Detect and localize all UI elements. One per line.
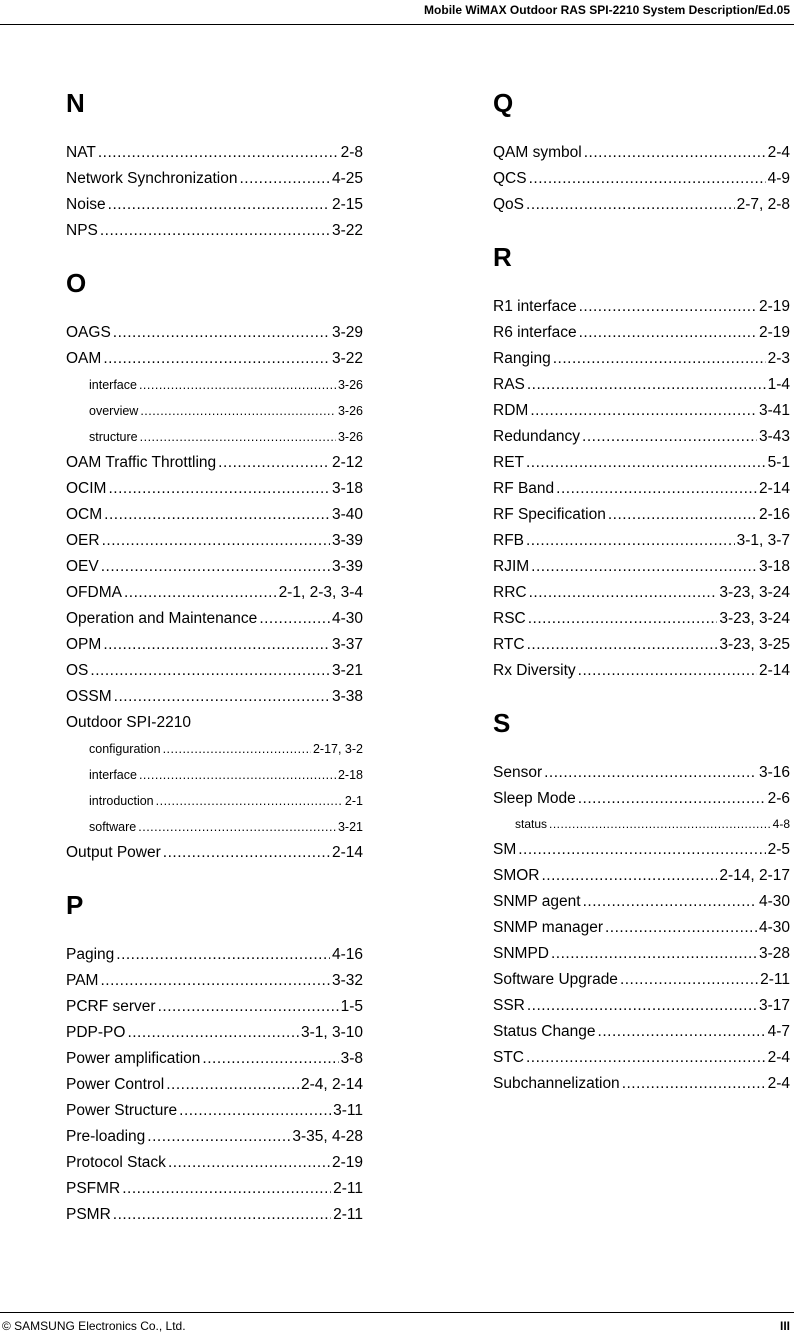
index-entry bbox=[66, 684, 363, 710]
index-entry bbox=[493, 580, 790, 606]
dot-leader bbox=[202, 1046, 338, 1072]
entry-term: SSR bbox=[493, 997, 525, 1014]
dot-leader bbox=[529, 580, 718, 606]
entry-term: RAS bbox=[493, 376, 525, 393]
entry-term: R6 interface bbox=[493, 324, 577, 341]
section-letter: P bbox=[66, 890, 84, 920]
index-entry bbox=[66, 554, 363, 580]
index-entry bbox=[493, 372, 790, 398]
entry-term: Outdoor SPI-2210 bbox=[66, 714, 191, 731]
dot-leader bbox=[103, 632, 330, 658]
index-entry bbox=[66, 942, 363, 968]
dot-leader bbox=[605, 915, 757, 941]
entry-term: OCIM bbox=[66, 480, 107, 497]
dot-leader bbox=[138, 814, 336, 840]
dot-leader bbox=[620, 967, 758, 993]
entry-page: 3-23, 3-25 bbox=[719, 636, 790, 653]
entry-page: 3-26 bbox=[337, 404, 363, 418]
index-subentry bbox=[66, 814, 363, 840]
entry-page: 2-4 bbox=[767, 1075, 790, 1092]
entry-term: SNMP manager bbox=[493, 919, 603, 936]
index-section bbox=[493, 708, 790, 1097]
entry-term: Power amplification bbox=[66, 1050, 201, 1067]
index-entry bbox=[493, 502, 790, 528]
entry-page: 2-12 bbox=[331, 454, 363, 471]
entry-term: Paging bbox=[66, 946, 115, 963]
index-entry bbox=[66, 1046, 363, 1072]
index-entry bbox=[66, 450, 363, 476]
entry-term: SNMP agent bbox=[493, 893, 581, 910]
entry-term: PSFMR bbox=[66, 1180, 121, 1197]
index-entry bbox=[493, 915, 790, 941]
entry-page: 3-38 bbox=[331, 688, 363, 705]
entry-page: 2-4, 2-14 bbox=[300, 1076, 363, 1093]
dot-leader bbox=[527, 372, 766, 398]
entry-page: 3-17 bbox=[758, 997, 790, 1014]
entry-page: 3-16 bbox=[758, 764, 790, 781]
entry-term: OAM Traffic Throttling bbox=[66, 454, 217, 471]
entry-term: RF Specification bbox=[493, 506, 606, 523]
index-entry bbox=[493, 1071, 790, 1097]
index-entry bbox=[493, 476, 790, 502]
entry-term: Rx Diversity bbox=[493, 662, 576, 679]
dot-leader bbox=[139, 762, 336, 788]
section-letter: S bbox=[493, 708, 511, 738]
dot-leader bbox=[108, 192, 330, 218]
entry-term: Output Power bbox=[66, 844, 161, 861]
index-column-right bbox=[493, 88, 790, 1097]
index-entry bbox=[493, 837, 790, 863]
entry-term: R1 interface bbox=[493, 298, 577, 315]
index-entry bbox=[493, 967, 790, 993]
index-entry bbox=[66, 968, 363, 994]
entry-page: 2-7, 2-8 bbox=[736, 196, 790, 213]
entry-page: 3-37 bbox=[331, 636, 363, 653]
dot-leader bbox=[239, 166, 330, 192]
entry-term: interface bbox=[89, 768, 137, 782]
dot-leader bbox=[103, 346, 330, 372]
dot-leader bbox=[124, 580, 277, 606]
index-entry bbox=[493, 941, 790, 967]
entry-page: 3-1, 3-10 bbox=[300, 1024, 363, 1041]
entry-page: 2-19 bbox=[331, 1154, 363, 1171]
entry-page: 2-19 bbox=[758, 298, 790, 315]
entry-term: Noise bbox=[66, 196, 106, 213]
entry-page: 2-5 bbox=[767, 841, 790, 858]
entry-page: 3-8 bbox=[340, 1050, 363, 1067]
dot-leader bbox=[518, 837, 765, 863]
entry-page: 3-11 bbox=[333, 1102, 363, 1119]
dot-leader bbox=[526, 192, 735, 218]
dot-leader bbox=[90, 658, 330, 684]
index-entry bbox=[493, 424, 790, 450]
index-entry bbox=[66, 140, 363, 166]
dot-leader bbox=[116, 942, 330, 968]
entry-page: 4-16 bbox=[331, 946, 363, 963]
entry-term: OAGS bbox=[66, 324, 111, 341]
index-subentry bbox=[66, 788, 363, 814]
entry-page: 2-8 bbox=[340, 144, 363, 161]
entry-page: 2-4 bbox=[767, 144, 790, 161]
entry-page: 2-14 bbox=[758, 480, 790, 497]
index-section bbox=[493, 88, 790, 218]
entry-term: QCS bbox=[493, 170, 527, 187]
index-subentry bbox=[66, 398, 363, 424]
section-letter: R bbox=[493, 242, 512, 272]
index-section bbox=[66, 88, 363, 244]
entry-page: 2-1 bbox=[344, 794, 363, 808]
dot-leader bbox=[100, 218, 330, 244]
entry-page: 3-41 bbox=[758, 402, 790, 419]
index-entry bbox=[493, 760, 790, 786]
entry-page: 3-43 bbox=[758, 428, 790, 445]
index-subentry bbox=[66, 372, 363, 398]
dot-leader bbox=[584, 140, 766, 166]
index-entry bbox=[493, 658, 790, 684]
index-section bbox=[66, 268, 363, 866]
index-entry bbox=[66, 218, 363, 244]
dot-leader bbox=[98, 140, 339, 166]
entry-term: RTC bbox=[493, 636, 525, 653]
index-entry bbox=[493, 863, 790, 889]
dot-leader bbox=[139, 372, 336, 398]
index-entry bbox=[493, 346, 790, 372]
index-entry bbox=[66, 1020, 363, 1046]
entry-page: 2-14 bbox=[758, 662, 790, 679]
entry-page: 3-39 bbox=[331, 532, 363, 549]
page-footer bbox=[0, 1312, 794, 1333]
entry-term: Ranging bbox=[493, 350, 551, 367]
index-entry bbox=[66, 840, 363, 866]
entry-term: RFB bbox=[493, 532, 524, 549]
index-column-left bbox=[66, 88, 363, 1228]
dot-leader bbox=[526, 1045, 766, 1071]
entry-page: 2-1, 2-3, 3-4 bbox=[278, 584, 363, 601]
entry-page: 2-19 bbox=[758, 324, 790, 341]
index-entry bbox=[66, 476, 363, 502]
dot-leader bbox=[527, 632, 718, 658]
dot-leader bbox=[526, 528, 735, 554]
entry-term: Software Upgrade bbox=[493, 971, 618, 988]
dot-leader bbox=[122, 1176, 331, 1202]
entry-term: SM bbox=[493, 841, 517, 858]
entry-term: NPS bbox=[66, 222, 98, 239]
dot-leader bbox=[622, 1071, 766, 1097]
dot-leader bbox=[608, 502, 757, 528]
dot-leader bbox=[166, 1072, 299, 1098]
entry-term: OPM bbox=[66, 636, 102, 653]
dot-leader bbox=[542, 863, 718, 889]
index-entry bbox=[493, 450, 790, 476]
entry-term: Redundancy bbox=[493, 428, 581, 445]
dot-leader bbox=[579, 320, 757, 346]
entry-page: 2-6 bbox=[767, 790, 790, 807]
dot-leader bbox=[113, 320, 330, 346]
index-entry bbox=[66, 502, 363, 528]
dot-leader bbox=[526, 450, 766, 476]
dot-leader bbox=[140, 398, 336, 424]
dot-leader bbox=[553, 346, 766, 372]
entry-term: software bbox=[89, 820, 137, 834]
entry-page: 2-16 bbox=[758, 506, 790, 523]
dot-leader bbox=[101, 554, 330, 580]
entry-term: Status Change bbox=[493, 1023, 596, 1040]
entry-term: Power Control bbox=[66, 1076, 165, 1093]
entry-term: Sleep Mode bbox=[493, 790, 576, 807]
entry-page: 2-14, 2-17 bbox=[719, 867, 790, 884]
dot-leader bbox=[527, 993, 757, 1019]
entry-page: 4-9 bbox=[767, 170, 790, 187]
entry-page: 3-39 bbox=[331, 558, 363, 575]
index-entry bbox=[493, 398, 790, 424]
entry-term: STC bbox=[493, 1049, 524, 1066]
entry-page: 3-40 bbox=[331, 506, 363, 523]
entry-page: 2-14 bbox=[331, 844, 363, 861]
entry-term: structure bbox=[89, 430, 138, 444]
index-section bbox=[493, 242, 790, 684]
entry-term: Sensor bbox=[493, 764, 543, 781]
dot-leader bbox=[529, 166, 766, 192]
dot-leader bbox=[127, 1020, 299, 1046]
dot-leader bbox=[163, 736, 311, 762]
index-entry bbox=[493, 528, 790, 554]
index-section bbox=[66, 890, 363, 1228]
entry-page: 3-18 bbox=[758, 558, 790, 575]
entry-page: 4-25 bbox=[331, 170, 363, 187]
index-entry bbox=[493, 786, 790, 812]
entry-term: OCM bbox=[66, 506, 103, 523]
dot-leader bbox=[551, 941, 757, 967]
entry-term: RSC bbox=[493, 610, 526, 627]
copyright-text: © SAMSUNG Electronics Co., Ltd. bbox=[2, 1319, 186, 1333]
entry-term: Pre-loading bbox=[66, 1128, 146, 1145]
entry-page: 3-21 bbox=[331, 662, 363, 679]
dot-leader bbox=[104, 502, 330, 528]
entry-page: 2-15 bbox=[331, 196, 363, 213]
dot-leader bbox=[114, 684, 330, 710]
entry-term: QoS bbox=[493, 196, 525, 213]
dot-leader bbox=[528, 606, 718, 632]
document-title: Mobile WiMAX Outdoor RAS SPI-2210 System Description/Ed.05 bbox=[424, 3, 790, 17]
dot-leader bbox=[113, 1202, 331, 1228]
index-entry bbox=[66, 528, 363, 554]
entry-term: Operation and Maintenance bbox=[66, 610, 258, 627]
dot-leader bbox=[218, 450, 330, 476]
dot-leader bbox=[579, 294, 757, 320]
index-entry bbox=[66, 658, 363, 684]
dot-leader bbox=[556, 476, 757, 502]
entry-term: OEV bbox=[66, 558, 99, 575]
entry-term: overview bbox=[89, 404, 139, 418]
index-entry bbox=[493, 140, 790, 166]
section-letter: N bbox=[66, 88, 85, 118]
entry-term: OAM bbox=[66, 350, 102, 367]
entry-term: NAT bbox=[66, 144, 96, 161]
entry-page: 3-28 bbox=[758, 945, 790, 962]
dot-leader bbox=[168, 1150, 330, 1176]
index-subentry bbox=[66, 736, 363, 762]
entry-term: OER bbox=[66, 532, 100, 549]
entry-term: PCRF server bbox=[66, 998, 156, 1015]
entry-term: Network Synchronization bbox=[66, 170, 238, 187]
entry-page: 3-22 bbox=[331, 222, 363, 239]
index-entry bbox=[493, 632, 790, 658]
entry-page: 1-4 bbox=[767, 376, 790, 393]
entry-page: 3-22 bbox=[331, 350, 363, 367]
index-entry bbox=[493, 554, 790, 580]
entry-page: 3-35, 4-28 bbox=[292, 1128, 363, 1145]
entry-page: 3-23, 3-24 bbox=[719, 584, 790, 601]
dot-leader bbox=[544, 760, 757, 786]
index-entry bbox=[493, 889, 790, 915]
entry-term: configuration bbox=[89, 742, 161, 756]
index-subentry bbox=[66, 424, 363, 450]
entry-term: RJIM bbox=[493, 558, 530, 575]
index-entry bbox=[66, 166, 363, 192]
index-entry bbox=[493, 1019, 790, 1045]
entry-page: 1-5 bbox=[340, 998, 363, 1015]
entry-page: 2-11 bbox=[333, 1180, 363, 1197]
dot-leader bbox=[583, 889, 757, 915]
dot-leader bbox=[578, 786, 766, 812]
entry-page: 3-21 bbox=[337, 820, 363, 834]
index-entry bbox=[493, 192, 790, 218]
entry-term: RDM bbox=[493, 402, 529, 419]
index-entry bbox=[493, 606, 790, 632]
index-entry bbox=[66, 346, 363, 372]
entry-page: 3-32 bbox=[331, 972, 363, 989]
entry-term: SNMPD bbox=[493, 945, 549, 962]
index-entry bbox=[66, 192, 363, 218]
entry-page: 3-1, 3-7 bbox=[736, 532, 790, 549]
entry-term: Protocol Stack bbox=[66, 1154, 166, 1171]
entry-page: 3-26 bbox=[337, 378, 363, 392]
index-entry bbox=[66, 1072, 363, 1098]
entry-term: PSMR bbox=[66, 1206, 111, 1223]
entry-term: Power Structure bbox=[66, 1102, 178, 1119]
entry-term: OSSM bbox=[66, 688, 112, 705]
index-subentry bbox=[493, 812, 790, 837]
entry-page: 2-17, 3-2 bbox=[312, 742, 363, 756]
dot-leader bbox=[147, 1124, 290, 1150]
index-entry bbox=[66, 1124, 363, 1150]
dot-leader bbox=[259, 606, 330, 632]
entry-page: 3-29 bbox=[331, 324, 363, 341]
dot-leader bbox=[158, 994, 339, 1020]
entry-page: 5-1 bbox=[767, 454, 790, 471]
entry-term: QAM symbol bbox=[493, 144, 582, 161]
entry-page: 4-30 bbox=[758, 893, 790, 910]
entry-page: 3-18 bbox=[331, 480, 363, 497]
dot-leader bbox=[578, 658, 757, 684]
page-number: III bbox=[779, 1319, 790, 1333]
index-entry bbox=[66, 606, 363, 632]
dot-leader bbox=[108, 476, 330, 502]
entry-term: RRC bbox=[493, 584, 527, 601]
index-entry bbox=[66, 632, 363, 658]
dot-leader bbox=[598, 1019, 766, 1045]
entry-term: RET bbox=[493, 454, 524, 471]
page-header bbox=[0, 0, 794, 25]
dot-leader bbox=[156, 788, 343, 814]
entry-page: 4-7 bbox=[767, 1023, 790, 1040]
entry-term: PAM bbox=[66, 972, 99, 989]
index-subentry bbox=[66, 762, 363, 788]
dot-leader bbox=[582, 424, 757, 450]
entry-page: 4-8 bbox=[772, 817, 790, 831]
dot-leader bbox=[530, 398, 757, 424]
entry-term: RF Band bbox=[493, 480, 555, 497]
dot-leader bbox=[531, 554, 757, 580]
index-entry bbox=[493, 1045, 790, 1071]
entry-term: status bbox=[515, 817, 548, 831]
section-letter: O bbox=[66, 268, 87, 298]
index-entry bbox=[66, 710, 363, 736]
entry-term: Subchannelization bbox=[493, 1075, 620, 1092]
dot-leader bbox=[163, 840, 330, 866]
entry-page: 2-11 bbox=[760, 971, 790, 988]
entry-page: 2-4 bbox=[767, 1049, 790, 1066]
entry-term: SMOR bbox=[493, 867, 540, 884]
index-entry bbox=[66, 1098, 363, 1124]
index-entry bbox=[493, 294, 790, 320]
index-entry bbox=[66, 1202, 363, 1228]
entry-term: introduction bbox=[89, 794, 154, 808]
entry-term: OS bbox=[66, 662, 89, 679]
entry-page: 3-26 bbox=[337, 430, 363, 444]
index-entry bbox=[66, 320, 363, 346]
entry-page: 2-3 bbox=[767, 350, 790, 367]
dot-leader bbox=[100, 968, 330, 994]
index-entry bbox=[66, 580, 363, 606]
index-entry bbox=[66, 1150, 363, 1176]
index-entry bbox=[493, 166, 790, 192]
entry-page: 2-18 bbox=[337, 768, 363, 782]
section-letter: Q bbox=[493, 88, 514, 118]
entry-page: 2-11 bbox=[333, 1206, 363, 1223]
entry-term: PDP-PO bbox=[66, 1024, 126, 1041]
index-entry bbox=[493, 320, 790, 346]
dot-leader bbox=[179, 1098, 331, 1124]
entry-page: 4-30 bbox=[331, 610, 363, 627]
entry-page: 4-30 bbox=[758, 919, 790, 936]
dot-leader bbox=[102, 528, 330, 554]
index-entry bbox=[493, 993, 790, 1019]
entry-term: interface bbox=[89, 378, 137, 392]
entry-term: OFDMA bbox=[66, 584, 122, 601]
dot-leader bbox=[549, 812, 771, 837]
dot-leader bbox=[140, 424, 336, 450]
index-entry bbox=[66, 994, 363, 1020]
entry-page: 3-23, 3-24 bbox=[719, 610, 790, 627]
index-entry bbox=[66, 1176, 363, 1202]
